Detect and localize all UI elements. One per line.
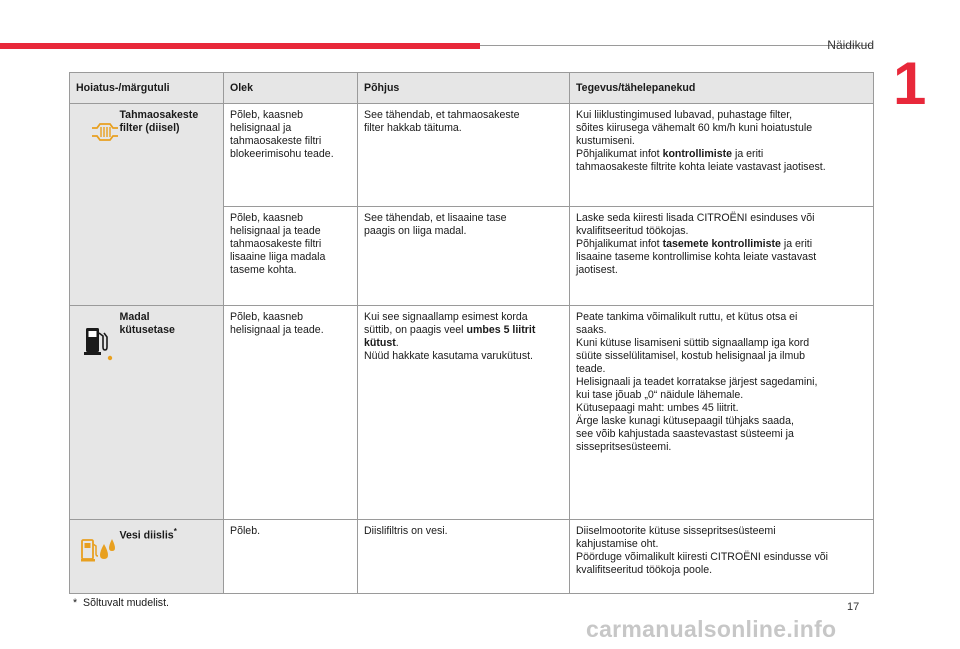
text-line: blokeerimisohu teade. <box>230 148 334 160</box>
column-header: Tegevus/tähelepanekud <box>570 73 874 104</box>
column-header: Hoiatus-/märgutuli <box>70 73 224 104</box>
name-line: filter (diisel) <box>119 122 180 134</box>
text-span: ja eriti <box>780 238 813 250</box>
state-cell <box>224 520 358 594</box>
table-row <box>70 306 874 520</box>
action-cell <box>570 520 874 594</box>
text-line: Põleb, kaasneb <box>230 212 304 224</box>
text-line: Diiselmootorite kütuse sissepritsesüsteemi <box>576 525 776 537</box>
footnote-text: Sõltuvalt mudelist. <box>83 597 169 609</box>
text-line: Helisignaali ja teadet korratakse järjest sagedamini, <box>576 376 818 388</box>
state-cell <box>224 207 358 306</box>
table-row <box>70 104 874 207</box>
text-line: Laske seda kiiresti lisada CITROËNI esinduses või <box>576 212 815 224</box>
text-line: helisignaal ja <box>230 122 292 134</box>
text-span: süttib, on paagis veel <box>364 324 467 336</box>
action-cell <box>570 207 874 306</box>
text-line: lisaaine taseme kontrollimise kohta leiate vastavast <box>576 251 817 263</box>
text-line <box>364 324 563 337</box>
cause-cell <box>358 207 570 306</box>
text-line: Põleb, kaasneb <box>230 311 304 323</box>
text-line: süüte sisselülitamisel, kostub helisignaal ja ilmub <box>576 350 806 362</box>
state-cell <box>224 104 358 207</box>
section-title: Näidikud <box>827 38 874 52</box>
warning-lights-table <box>69 72 874 594</box>
chapter-number: 1 <box>893 50 927 117</box>
text-span: Põhjalikumat infot <box>576 148 663 160</box>
text-line: sõites kiirusega vähemalt 60 km/h kuni hoiatustule <box>576 122 813 134</box>
text-line: kui tase jõuab „0“ näidule lähemale. <box>576 389 744 401</box>
text-line: tahmaosakeste filtrite kohta leiate vastavast jaotisest. <box>576 161 826 173</box>
text-span: Põhjalikumat infot <box>576 238 663 250</box>
footnote-mark: * <box>73 597 78 609</box>
watermark: carmanualsonline.info <box>586 616 837 642</box>
text-line: Ärge laske kunagi kütusepaagil tühjaks saada, <box>576 415 794 427</box>
bold-text: kütust <box>364 337 396 349</box>
warning-name-cell <box>114 520 224 594</box>
text-line: saaks. <box>576 324 607 336</box>
text-line: teade. <box>576 363 606 375</box>
text-line: Diislifiltris on vesi. <box>364 525 448 537</box>
icon-cell <box>70 520 114 594</box>
text-line: kvalifitseeritud töökoja poole. <box>576 564 713 576</box>
footnote <box>73 597 169 609</box>
column-header: Põhjus <box>358 73 570 104</box>
fuel-pump-icon <box>84 325 114 361</box>
icon-cell <box>70 104 114 306</box>
column-header: Olek <box>224 73 358 104</box>
text-line <box>576 238 867 251</box>
text-line: Kuni kütuse lisamiseni süttib signaallamp iga kord <box>576 337 810 349</box>
text-line <box>576 148 867 161</box>
page-number: 17 <box>847 601 860 613</box>
text-line: Kui see signaallamp esimest korda <box>364 311 528 323</box>
icon-cell <box>70 306 114 520</box>
text-span: . <box>395 337 399 349</box>
text-line: kahjustamise oht. <box>576 538 659 550</box>
action-cell <box>570 306 874 520</box>
text-line: Põleb, kaasneb <box>230 109 304 121</box>
text-line: helisignaal ja teade. <box>230 324 324 336</box>
text-line: jaotisest. <box>576 264 618 276</box>
text-line: paagis on liiga madal. <box>364 225 467 237</box>
table-row <box>70 520 874 594</box>
cause-cell <box>358 520 570 594</box>
table-header-row <box>70 73 874 104</box>
text-line: See tähendab, et tahmaosakeste <box>364 109 520 121</box>
text-line: sissepritsesüsteemi. <box>576 441 672 453</box>
text-line: helisignaal ja teade <box>230 225 321 237</box>
footnote-mark: * <box>173 527 177 536</box>
text-line: Pöörduge võimalikult kiiresti CITROËNI esindusse või <box>576 551 828 563</box>
text-span: ja eriti <box>732 148 764 160</box>
text-line: kvalifitseeritud töökojas. <box>576 225 689 237</box>
text-line: Kütusepaagi maht: umbes 45 liitrit. <box>576 402 739 414</box>
name-line: kütusetase <box>119 324 175 336</box>
text-line: Kui liiklustingimused lubavad, puhastage filter, <box>576 109 793 121</box>
reference-link-text: tasemete kontrollimiste <box>662 238 781 250</box>
text-line: taseme kohta. <box>230 264 297 276</box>
text-line: lisaaine liiga madala <box>230 251 326 263</box>
text-line: kustumiseni. <box>576 135 635 147</box>
text-line: Nüüd hakkate kasutama varukütust. <box>364 350 534 362</box>
reference-link-text: kontrollimiste <box>662 148 733 160</box>
bold-text: umbes 5 liitrit <box>466 324 536 336</box>
text-line: tahmaosakeste filtri <box>230 238 322 250</box>
header-rule <box>480 45 872 46</box>
cause-cell <box>358 104 570 207</box>
name-line: Tahmaosakeste <box>119 109 199 121</box>
name-line: Vesi diislis <box>119 529 174 542</box>
warning-name-cell <box>114 306 224 520</box>
state-cell <box>224 306 358 520</box>
text-line: Põleb. <box>230 525 261 537</box>
text-line: tahmaosakeste filtri <box>230 135 322 147</box>
header-accent-bar <box>0 43 480 49</box>
name-line: Madal <box>119 311 150 323</box>
text-line: see võib kahjustada saastevastast süsteemi ja <box>576 428 794 440</box>
text-line: Peate tankima võimalikult ruttu, et kütus otsa ei <box>576 311 798 323</box>
water-in-diesel-icon <box>81 536 117 564</box>
cause-cell <box>358 306 570 520</box>
text-line: filter hakkab täituma. <box>364 122 462 134</box>
text-line: See tähendab, et lisaaine tase <box>364 212 507 224</box>
action-cell <box>570 104 874 207</box>
text-line <box>364 337 563 350</box>
warning-name-cell <box>114 104 224 306</box>
